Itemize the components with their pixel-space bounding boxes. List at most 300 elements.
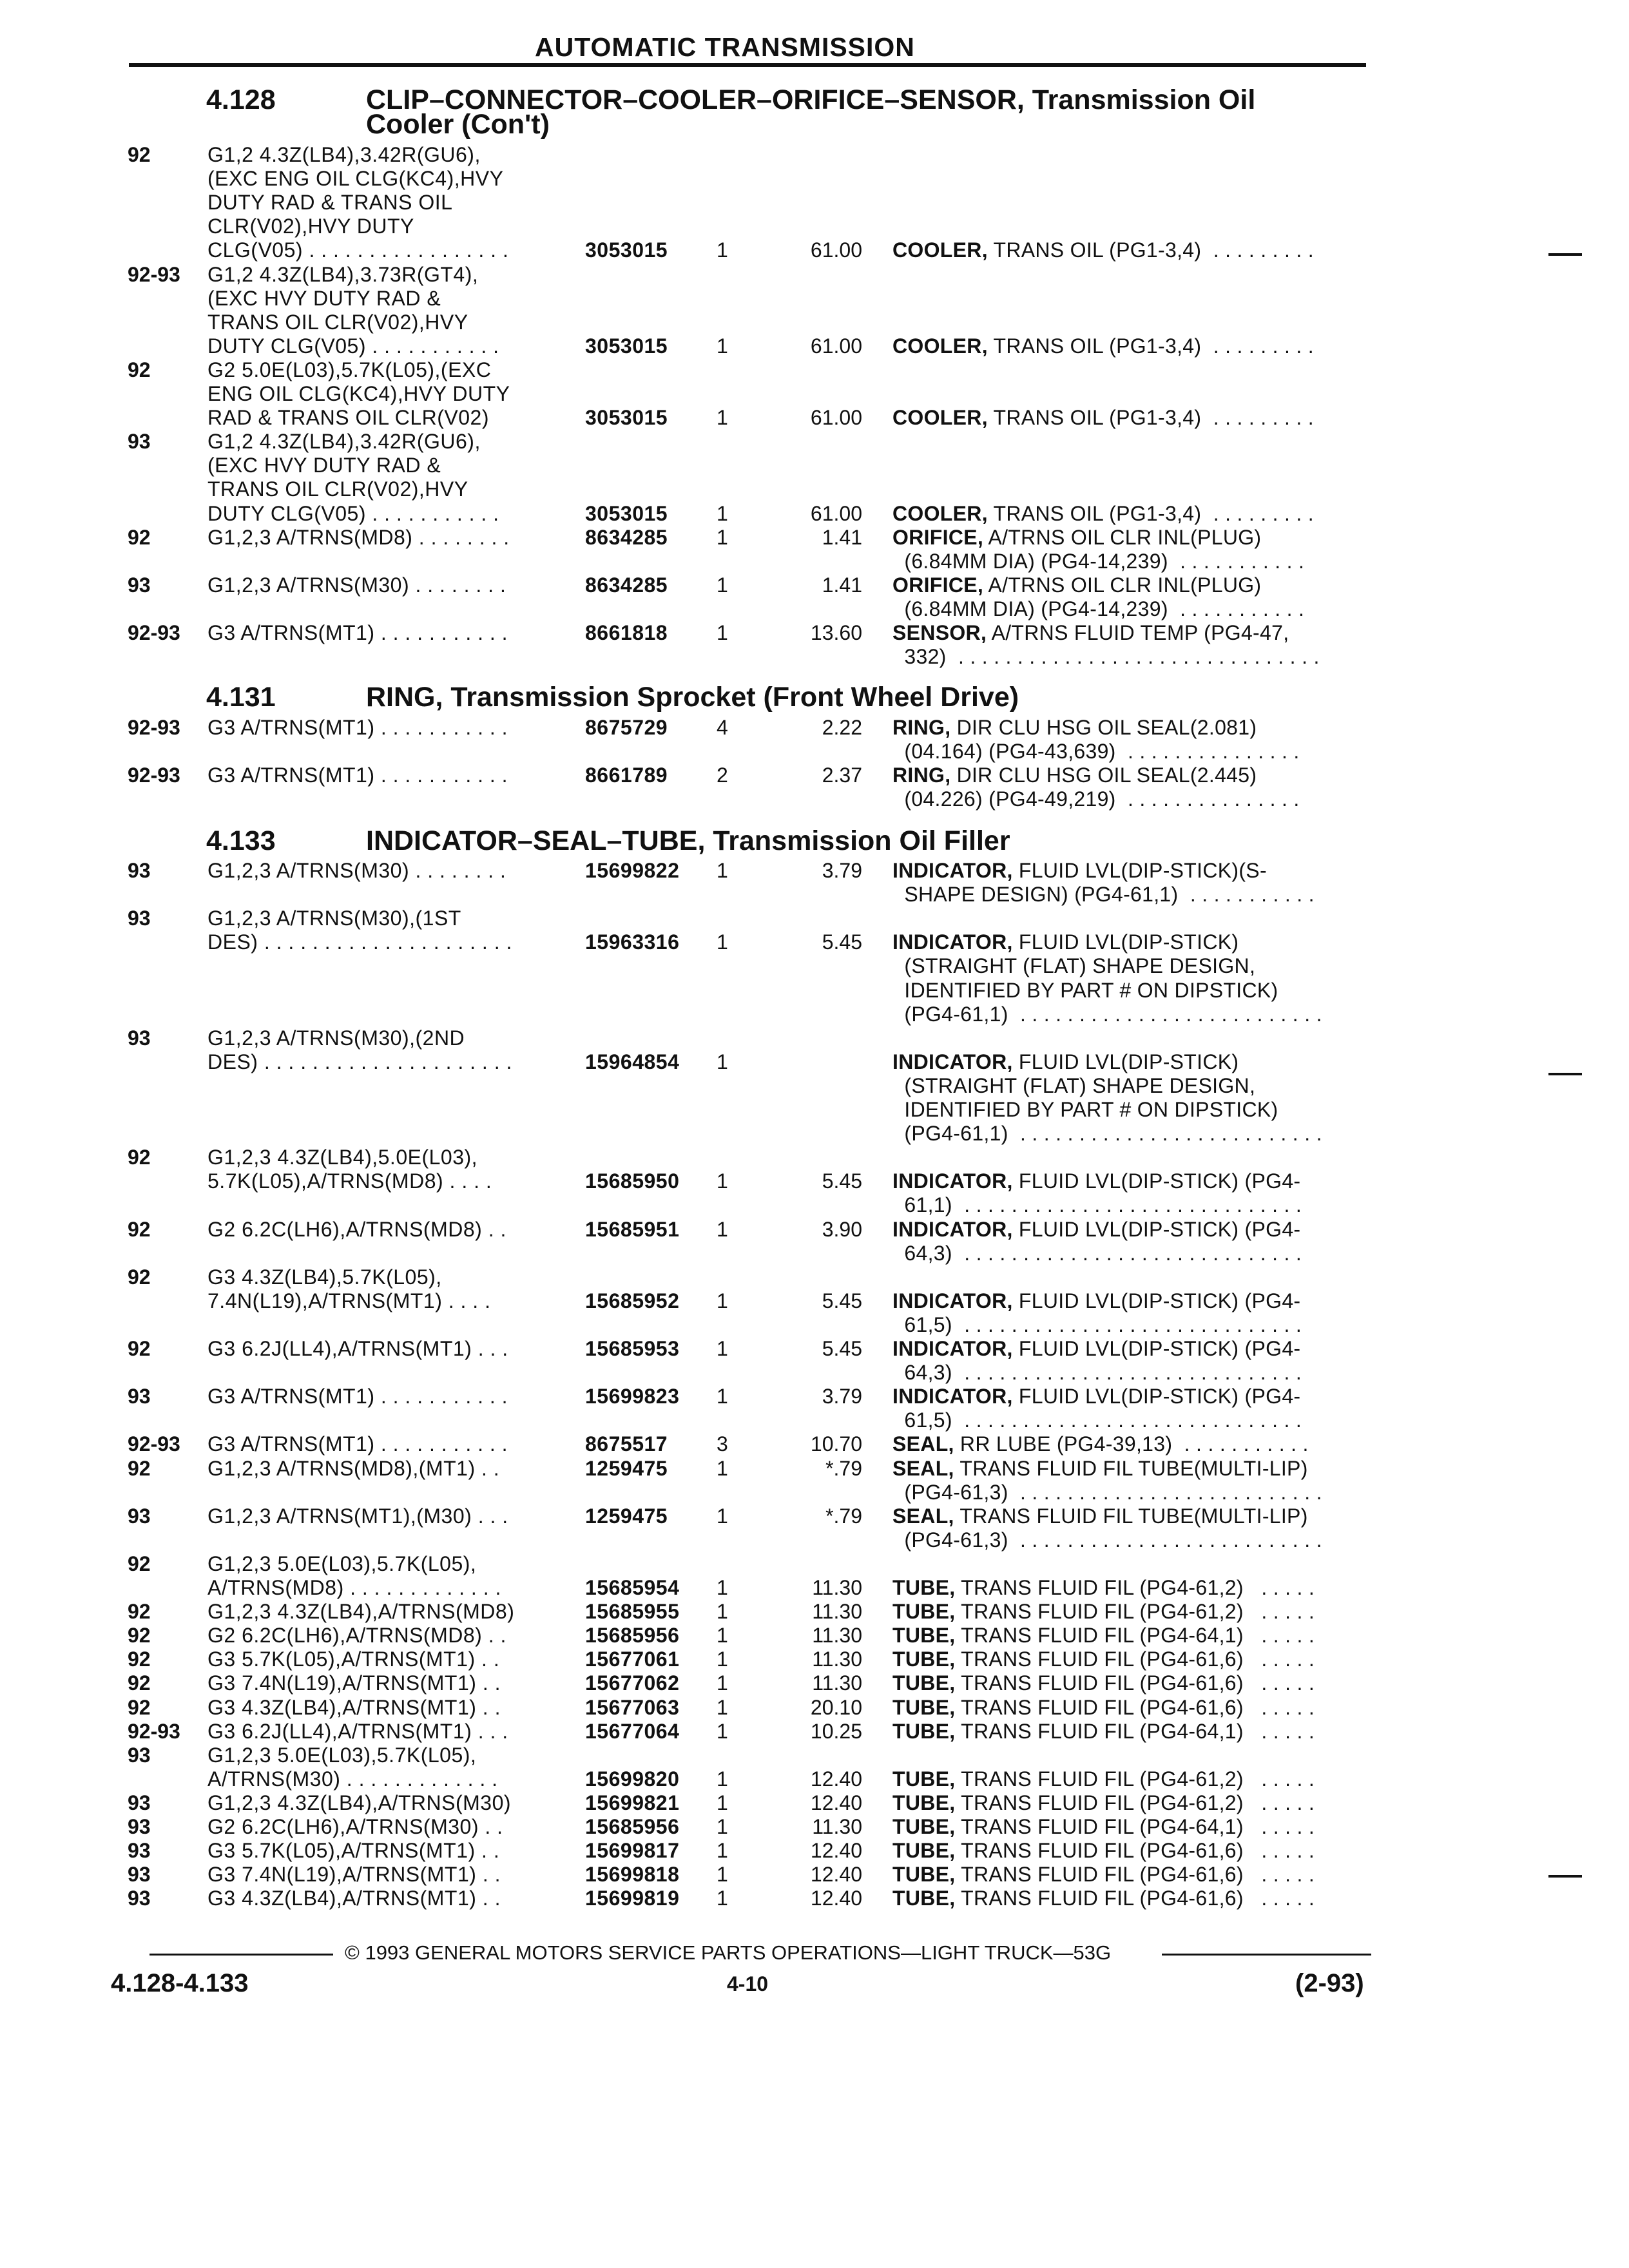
application-cell: G1,2 4.3Z(LB4),3.73R(GT4),	[207, 263, 479, 286]
description-noun: TUBE,	[892, 1863, 956, 1886]
description-cell	[892, 883, 1315, 907]
table-row	[0, 311, 1629, 334]
year-cell: 92	[128, 1218, 151, 1241]
quantity-cell: 1	[717, 621, 728, 644]
price-cell: 12.40	[810, 1767, 862, 1791]
table-row	[0, 1265, 1629, 1289]
quantity-cell: 1	[717, 1720, 728, 1743]
table-row	[0, 1815, 1629, 1839]
description-cell	[892, 1385, 1300, 1408]
year-cell: 92	[128, 1146, 151, 1169]
part-number-cell: 8634285	[585, 526, 668, 549]
description-cell	[892, 621, 1289, 645]
description-noun: COOLER,	[892, 238, 988, 262]
application-cell: G1,2,3 A/TRNS(MD8),(MT1) . .	[207, 1457, 500, 1480]
description-text: IDENTIFIED BY PART # ON DIPSTICK)	[892, 979, 1278, 1002]
description-noun: INDICATOR,	[892, 1289, 1013, 1312]
description-cell	[892, 1839, 1315, 1863]
description-text: TRANS FLUID FIL (PG4-61,2) . . . . .	[955, 1600, 1315, 1623]
price-cell: 1.41	[822, 526, 862, 549]
part-number-cell: 15685955	[585, 1600, 680, 1623]
part-number-cell: 15677062	[585, 1671, 680, 1695]
application-cell: G1,2,3 5.0E(L03),5.7K(L05),	[207, 1552, 477, 1575]
part-number-cell: 15964854	[585, 1050, 680, 1073]
description-text: SHAPE DESIGN) (PG4-61,1) . . . . . . . . . . .	[892, 883, 1315, 906]
part-number-cell: 15685953	[585, 1337, 680, 1360]
table-row	[0, 1408, 1629, 1432]
page-title: AUTOMATIC TRANSMISSION	[535, 32, 915, 62]
price-cell: 5.45	[822, 1169, 862, 1193]
description-cell	[892, 597, 1304, 621]
description-text: FLUID LVL(DIP-STICK) (PG4-	[1012, 1337, 1301, 1360]
section-title: RING, Transmission Sprocket (Front Wheel Drive)	[366, 682, 1019, 713]
description-cell	[892, 526, 1261, 550]
description-text: A/TRNS OIL CLR INL(PLUG)	[983, 526, 1262, 549]
price-cell: 2.37	[822, 764, 862, 787]
quantity-cell: 1	[717, 1791, 728, 1814]
description-noun: TUBE,	[892, 1839, 956, 1862]
part-number-cell: 1259475	[585, 1457, 668, 1480]
description-cell	[892, 1648, 1315, 1671]
description-cell	[892, 930, 1239, 954]
description-text: TRANS FLUID FIL (PG4-61,2) . . . . .	[955, 1791, 1315, 1814]
description-cell	[892, 1696, 1315, 1720]
description-cell	[892, 1887, 1315, 1910]
price-cell: 12.40	[810, 1839, 862, 1862]
table-row	[0, 1050, 1629, 1074]
application-cell: ENG OIL CLG(KC4),HVY DUTY	[207, 382, 510, 405]
description-text: TRANS FLUID FIL (PG4-61,2) . . . . .	[955, 1767, 1315, 1791]
table-row	[0, 1767, 1629, 1791]
price-cell: 11.30	[812, 1600, 862, 1623]
description-cell	[892, 334, 1314, 358]
quantity-cell: 1	[717, 1600, 728, 1623]
table-row	[0, 550, 1629, 573]
quantity-cell: 2	[717, 764, 728, 787]
year-cell: 93	[128, 859, 151, 882]
price-cell: 61.00	[810, 334, 862, 358]
part-number-cell: 15699817	[585, 1839, 680, 1862]
year-cell: 92-93	[128, 1720, 180, 1743]
table-row	[0, 645, 1629, 669]
description-cell	[892, 1791, 1315, 1815]
price-cell: 3.79	[822, 1385, 862, 1408]
description-noun: SENSOR,	[892, 621, 987, 644]
description-text: (6.84MM DIA) (PG4-14,239) . . . . . . . . . . .	[892, 597, 1305, 620]
year-cell: 92-93	[128, 263, 180, 286]
table-row	[0, 1337, 1629, 1361]
price-cell: 1.41	[822, 573, 862, 597]
description-text: DIR CLU HSG OIL SEAL(2.081)	[950, 716, 1257, 739]
description-cell	[892, 787, 1300, 811]
table-row	[0, 406, 1629, 430]
application-cell: DES) . . . . . . . . . . . . . . . . . . . . .	[207, 930, 512, 954]
description-noun: INDICATOR,	[892, 1050, 1013, 1073]
description-text: RR LUBE (PG4-39,13) . . . . . . . . . . .	[954, 1432, 1309, 1456]
table-row	[0, 454, 1629, 477]
description-text: (PG4-61,3) . . . . . . . . . . . . . . . . . . . . . . . . . .	[892, 1528, 1322, 1552]
description-text: (PG4-61,1) . . . . . . . . . . . . . . . . . . . . . . . . . .	[892, 1003, 1322, 1026]
year-cell: 92-93	[128, 1432, 180, 1456]
description-text: FLUID LVL(DIP-STICK) (PG4-	[1012, 1169, 1301, 1193]
table-row	[0, 859, 1629, 883]
part-number-cell: 3053015	[585, 238, 668, 262]
quantity-cell: 1	[717, 1289, 728, 1312]
table-row	[0, 1169, 1629, 1193]
application-cell: G1,2,3 4.3Z(LB4),5.0E(L03),	[207, 1146, 478, 1169]
year-cell: 93	[128, 1791, 151, 1814]
price-cell: 13.60	[810, 621, 862, 644]
year-cell: 93	[128, 1815, 151, 1838]
description-cell	[892, 1074, 1255, 1098]
part-number-cell: 15699821	[585, 1791, 680, 1814]
year-cell: 92-93	[128, 764, 180, 787]
description-cell	[892, 1098, 1278, 1122]
description-cell	[892, 550, 1304, 573]
year-cell: 92	[128, 526, 151, 549]
year-cell: 92	[128, 1624, 151, 1647]
table-row	[0, 883, 1629, 907]
price-cell: 12.40	[810, 1863, 862, 1886]
description-cell	[892, 1218, 1300, 1242]
part-number-cell: 1259475	[585, 1504, 668, 1528]
table-row	[0, 1528, 1629, 1552]
description-text: FLUID LVL(DIP-STICK) (PG4-	[1012, 1289, 1301, 1312]
description-text: TRANS FLUID FIL (PG4-61,2) . . . . .	[955, 1576, 1315, 1599]
application-cell: G1,2,3 A/TRNS(M30) . . . . . . . .	[207, 859, 506, 882]
part-number-cell: 8675729	[585, 716, 668, 739]
application-cell: G1,2 4.3Z(LB4),3.42R(GU6),	[207, 143, 481, 166]
margin-mark	[1548, 253, 1582, 256]
application-cell: G1,2,3 A/TRNS(M30) . . . . . . . .	[207, 573, 506, 597]
table-row	[0, 502, 1629, 526]
table-row	[0, 1122, 1629, 1146]
description-text: FLUID LVL(DIP-STICK) (PG4-	[1012, 1385, 1301, 1408]
description-text: 61,5) . . . . . . . . . . . . . . . . . . . . . . . . . . . . .	[892, 1313, 1302, 1336]
description-text: TRANS OIL (PG1-3,4) . . . . . . . . .	[987, 406, 1314, 429]
description-cell	[892, 1720, 1315, 1744]
application-cell: (EXC ENG OIL CLG(KC4),HVY	[207, 167, 504, 190]
application-cell: G3 4.3Z(LB4),A/TRNS(MT1) . .	[207, 1696, 501, 1719]
description-text: TRANS FLUID FIL (PG4-64,1) . . . . .	[955, 1815, 1315, 1838]
description-noun: TUBE,	[892, 1624, 956, 1647]
year-cell: 92	[128, 143, 151, 166]
price-cell: 61.00	[810, 238, 862, 262]
quantity-cell: 1	[717, 1767, 728, 1791]
description-text: (PG4-61,3) . . . . . . . . . . . . . . . . . . . . . . . . . .	[892, 1481, 1322, 1504]
quantity-cell: 1	[717, 573, 728, 597]
application-cell: G3 5.7K(L05),A/TRNS(MT1) . .	[207, 1839, 500, 1862]
description-text: TRANS OIL (PG1-3,4) . . . . . . . . .	[987, 238, 1314, 262]
application-cell: G3 6.2J(LL4),A/TRNS(MT1) . . .	[207, 1337, 508, 1360]
description-text: TRANS FLUID FIL TUBE(MULTI-LIP)	[954, 1457, 1308, 1480]
table-row	[0, 143, 1629, 167]
description-cell	[892, 573, 1261, 597]
year-cell: 93	[128, 1887, 151, 1910]
part-number-cell: 15685954	[585, 1576, 680, 1599]
table-row	[0, 1313, 1629, 1337]
quantity-cell: 1	[717, 1218, 728, 1241]
table-row	[0, 1361, 1629, 1385]
description-noun: TUBE,	[892, 1671, 956, 1695]
section-title-cont: Cooler (Con't)	[366, 109, 550, 140]
year-cell: 93	[128, 1744, 151, 1767]
year-cell: 92	[128, 1552, 151, 1575]
quantity-cell: 1	[717, 1839, 728, 1862]
description-cell	[892, 1481, 1322, 1504]
table-row	[0, 979, 1629, 1003]
part-number-cell: 8661818	[585, 621, 668, 644]
table-row	[0, 526, 1629, 550]
year-cell: 92	[128, 358, 151, 381]
description-text: FLUID LVL(DIP-STICK)	[1012, 930, 1239, 954]
description-cell	[892, 1624, 1315, 1648]
description-noun: TUBE,	[892, 1648, 956, 1671]
footer-rule	[149, 1954, 333, 1956]
description-noun: TUBE,	[892, 1696, 956, 1719]
footer-copyright: © 1993 GENERAL MOTORS SERVICE PARTS OPERATIONS—LIGHT TRUCK—53G	[345, 1941, 1112, 1964]
description-text: 61,5) . . . . . . . . . . . . . . . . . . . . . . . . . . . . .	[892, 1408, 1302, 1432]
description-cell	[892, 1863, 1315, 1887]
footer-rule	[1162, 1954, 1371, 1956]
description-text: (PG4-61,1) . . . . . . . . . . . . . . . . . . . . . . . . . .	[892, 1122, 1322, 1145]
application-cell: TRANS OIL CLR(V02),HVY	[207, 477, 468, 501]
description-noun: TUBE,	[892, 1600, 956, 1623]
part-number-cell: 15685951	[585, 1218, 680, 1241]
description-cell	[892, 764, 1257, 787]
part-number-cell: 3053015	[585, 406, 668, 429]
quantity-cell: 4	[717, 716, 728, 739]
price-cell: 11.30	[812, 1815, 862, 1838]
quantity-cell: 1	[717, 859, 728, 882]
description-cell	[892, 859, 1267, 883]
quantity-cell: 1	[717, 1671, 728, 1695]
description-cell	[892, 1815, 1315, 1839]
quantity-cell: 1	[717, 238, 728, 262]
price-cell: 61.00	[810, 502, 862, 525]
description-text: TRANS FLUID FIL (PG4-61,6) . . . . .	[955, 1863, 1315, 1886]
description-cell	[892, 1003, 1322, 1026]
table-row	[0, 1074, 1629, 1098]
year-cell: 92	[128, 1457, 151, 1480]
quantity-cell: 1	[717, 1385, 728, 1408]
part-number-cell: 15699818	[585, 1863, 680, 1886]
application-cell: G3 A/TRNS(MT1) . . . . . . . . . . .	[207, 1385, 508, 1408]
application-cell: G3 4.3Z(LB4),5.7K(L05),	[207, 1265, 442, 1289]
description-cell	[892, 1767, 1315, 1791]
description-text: IDENTIFIED BY PART # ON DIPSTICK)	[892, 1098, 1278, 1121]
quantity-cell: 1	[717, 1696, 728, 1719]
price-cell: 11.30	[812, 1671, 862, 1695]
table-row	[0, 1432, 1629, 1456]
description-text: 64,3) . . . . . . . . . . . . . . . . . . . . . . . . . . . . .	[892, 1242, 1302, 1265]
year-cell: 92-93	[128, 716, 180, 739]
description-cell	[892, 1528, 1322, 1552]
table-row	[0, 263, 1629, 287]
table-row	[0, 1218, 1629, 1242]
quantity-cell: 1	[717, 930, 728, 954]
description-noun: COOLER,	[892, 406, 988, 429]
part-number-cell: 15677061	[585, 1648, 680, 1671]
table-row	[0, 1026, 1629, 1050]
quantity-cell: 1	[717, 1887, 728, 1910]
description-text: A/TRNS OIL CLR INL(PLUG)	[983, 573, 1262, 597]
part-number-cell: 3053015	[585, 502, 668, 525]
quantity-cell: 1	[717, 1648, 728, 1671]
table-row	[0, 334, 1629, 358]
description-text: FLUID LVL(DIP-STICK)	[1012, 1050, 1239, 1073]
application-cell: RAD & TRANS OIL CLR(V02)	[207, 406, 489, 429]
description-noun: INDICATOR,	[892, 1337, 1013, 1360]
description-noun: TUBE,	[892, 1720, 956, 1743]
footer-revision: (2-93)	[1295, 1969, 1364, 1997]
description-text: 64,3) . . . . . . . . . . . . . . . . . . . . . . . . . . . . .	[892, 1361, 1302, 1384]
year-cell: 92	[128, 1696, 151, 1719]
table-row	[0, 907, 1629, 930]
table-row	[0, 740, 1629, 764]
table-row	[0, 1863, 1629, 1887]
table-row	[0, 1242, 1629, 1265]
margin-mark	[1548, 1875, 1582, 1878]
year-cell: 92	[128, 1265, 151, 1289]
price-cell: 2.22	[822, 716, 862, 739]
description-text: (04.164) (PG4-43,639) . . . . . . . . . . . . . . .	[892, 740, 1300, 763]
application-cell: (EXC HVY DUTY RAD &	[207, 287, 441, 310]
table-row	[0, 1003, 1629, 1026]
table-row	[0, 597, 1629, 621]
description-noun: COOLER,	[892, 502, 988, 525]
application-cell: A/TRNS(MD8) . . . . . . . . . . . . .	[207, 1576, 501, 1599]
application-cell: G3 A/TRNS(MT1) . . . . . . . . . . .	[207, 1432, 508, 1456]
year-cell: 93	[128, 1839, 151, 1862]
section-number: 4.128	[206, 84, 276, 115]
description-noun: ORIFICE,	[892, 526, 984, 549]
description-cell	[892, 1169, 1300, 1193]
description-text: (STRAIGHT (FLAT) SHAPE DESIGN,	[892, 1074, 1256, 1097]
application-cell: G3 7.4N(L19),A/TRNS(MT1) . .	[207, 1863, 501, 1886]
footer-page-number: 4-10	[727, 1972, 769, 1995]
table-row	[0, 1289, 1629, 1313]
table-row	[0, 787, 1629, 811]
quantity-cell: 1	[717, 1169, 728, 1193]
description-noun: SEAL,	[892, 1432, 954, 1456]
description-cell	[892, 1050, 1239, 1074]
description-cell	[892, 238, 1314, 262]
year-cell: 93	[128, 1504, 151, 1528]
table-row	[0, 621, 1629, 645]
description-cell	[892, 1242, 1302, 1265]
application-cell: CLG(V05) . . . . . . . . . . . . . . . . .	[207, 238, 509, 262]
description-text: A/TRNS FLUID TEMP (PG4-47,	[987, 621, 1289, 644]
description-cell	[892, 740, 1300, 764]
table-row	[0, 1648, 1629, 1671]
description-text: DIR CLU HSG OIL SEAL(2.445)	[950, 764, 1257, 787]
price-cell: 5.45	[822, 930, 862, 954]
quantity-cell: 1	[717, 1457, 728, 1480]
application-cell: G2 6.2C(LH6),A/TRNS(MD8) . .	[207, 1624, 506, 1647]
application-cell: G1,2,3 4.3Z(LB4),A/TRNS(M30)	[207, 1791, 512, 1814]
application-cell: G3 5.7K(L05),A/TRNS(MT1) . .	[207, 1648, 500, 1671]
description-cell	[892, 1504, 1308, 1528]
part-number-cell: 8661789	[585, 764, 668, 787]
application-cell: G1,2,3 A/TRNS(M30),(2ND	[207, 1026, 465, 1050]
year-cell: 92-93	[128, 621, 180, 644]
year-cell: 93	[128, 430, 151, 453]
part-number-cell: 15963316	[585, 930, 680, 954]
part-number-cell: 15699823	[585, 1385, 680, 1408]
table-row	[0, 764, 1629, 787]
description-text: (6.84MM DIA) (PG4-14,239) . . . . . . . . . . .	[892, 550, 1305, 573]
description-cell	[892, 1289, 1300, 1313]
application-cell: G1,2,3 A/TRNS(MT1),(M30) . . .	[207, 1504, 508, 1528]
table-row	[0, 1457, 1629, 1481]
application-cell: G3 A/TRNS(MT1) . . . . . . . . . . .	[207, 621, 508, 644]
description-noun: ORIFICE,	[892, 573, 984, 597]
footer-section-range: 4.128-4.133	[111, 1969, 249, 1997]
description-noun: INDICATOR,	[892, 1218, 1013, 1241]
description-text: TRANS FLUID FIL TUBE(MULTI-LIP)	[954, 1504, 1308, 1528]
description-cell	[892, 716, 1257, 740]
part-number-cell: 15685956	[585, 1624, 680, 1647]
application-cell: A/TRNS(M30) . . . . . . . . . . . . .	[207, 1767, 498, 1791]
year-cell: 93	[128, 1026, 151, 1050]
price-cell: 20.10	[810, 1696, 862, 1719]
table-row	[0, 1576, 1629, 1600]
description-cell	[892, 1193, 1302, 1217]
table-row	[0, 930, 1629, 954]
description-text: (STRAIGHT (FLAT) SHAPE DESIGN,	[892, 954, 1256, 977]
description-text: TRANS FLUID FIL (PG4-61,6) . . . . .	[955, 1887, 1315, 1910]
year-cell: 93	[128, 1385, 151, 1408]
quantity-cell: 1	[717, 1504, 728, 1528]
description-text: TRANS FLUID FIL (PG4-61,6) . . . . .	[955, 1671, 1315, 1695]
table-row	[0, 215, 1629, 238]
table-row	[0, 1481, 1629, 1504]
application-cell: 5.7K(L05),A/TRNS(MD8) . . . .	[207, 1169, 492, 1193]
price-cell: 10.25	[810, 1720, 862, 1743]
year-cell: 93	[128, 1863, 151, 1886]
part-number-cell: 15685950	[585, 1169, 680, 1193]
table-row	[0, 1624, 1629, 1648]
table-row	[0, 1552, 1629, 1576]
part-number-cell: 8675517	[585, 1432, 668, 1456]
description-text: 332) . . . . . . . . . . . . . . . . . . . . . . . . . . . . . . .	[892, 645, 1320, 668]
application-cell: TRANS OIL CLR(V02),HVY	[207, 311, 468, 334]
description-text: TRANS OIL (PG1-3,4) . . . . . . . . .	[987, 502, 1314, 525]
quantity-cell: 1	[717, 1815, 728, 1838]
table-row	[0, 238, 1629, 262]
price-cell: 11.30	[812, 1624, 862, 1647]
application-cell: DUTY CLG(V05) . . . . . . . . . . .	[207, 334, 499, 358]
description-cell	[892, 1122, 1322, 1146]
description-cell	[892, 979, 1278, 1003]
description-cell	[892, 954, 1255, 978]
description-noun: TUBE,	[892, 1815, 956, 1838]
application-cell: G1,2,3 A/TRNS(M30),(1ST	[207, 907, 461, 930]
description-text: FLUID LVL(DIP-STICK)(S-	[1012, 859, 1267, 882]
quantity-cell: 1	[717, 1337, 728, 1360]
application-cell: G1,2,3 A/TRNS(MD8) . . . . . . . .	[207, 526, 510, 549]
application-cell: DUTY CLG(V05) . . . . . . . . . . .	[207, 502, 499, 525]
description-noun: TUBE,	[892, 1791, 956, 1814]
price-cell: 11.30	[812, 1648, 862, 1671]
description-cell	[892, 645, 1320, 669]
table-row	[0, 954, 1629, 978]
description-noun: TUBE,	[892, 1887, 956, 1910]
table-row	[0, 1193, 1629, 1217]
application-cell: G2 5.0E(L03),5.7K(L05),(EXC	[207, 358, 492, 381]
table-row	[0, 573, 1629, 597]
